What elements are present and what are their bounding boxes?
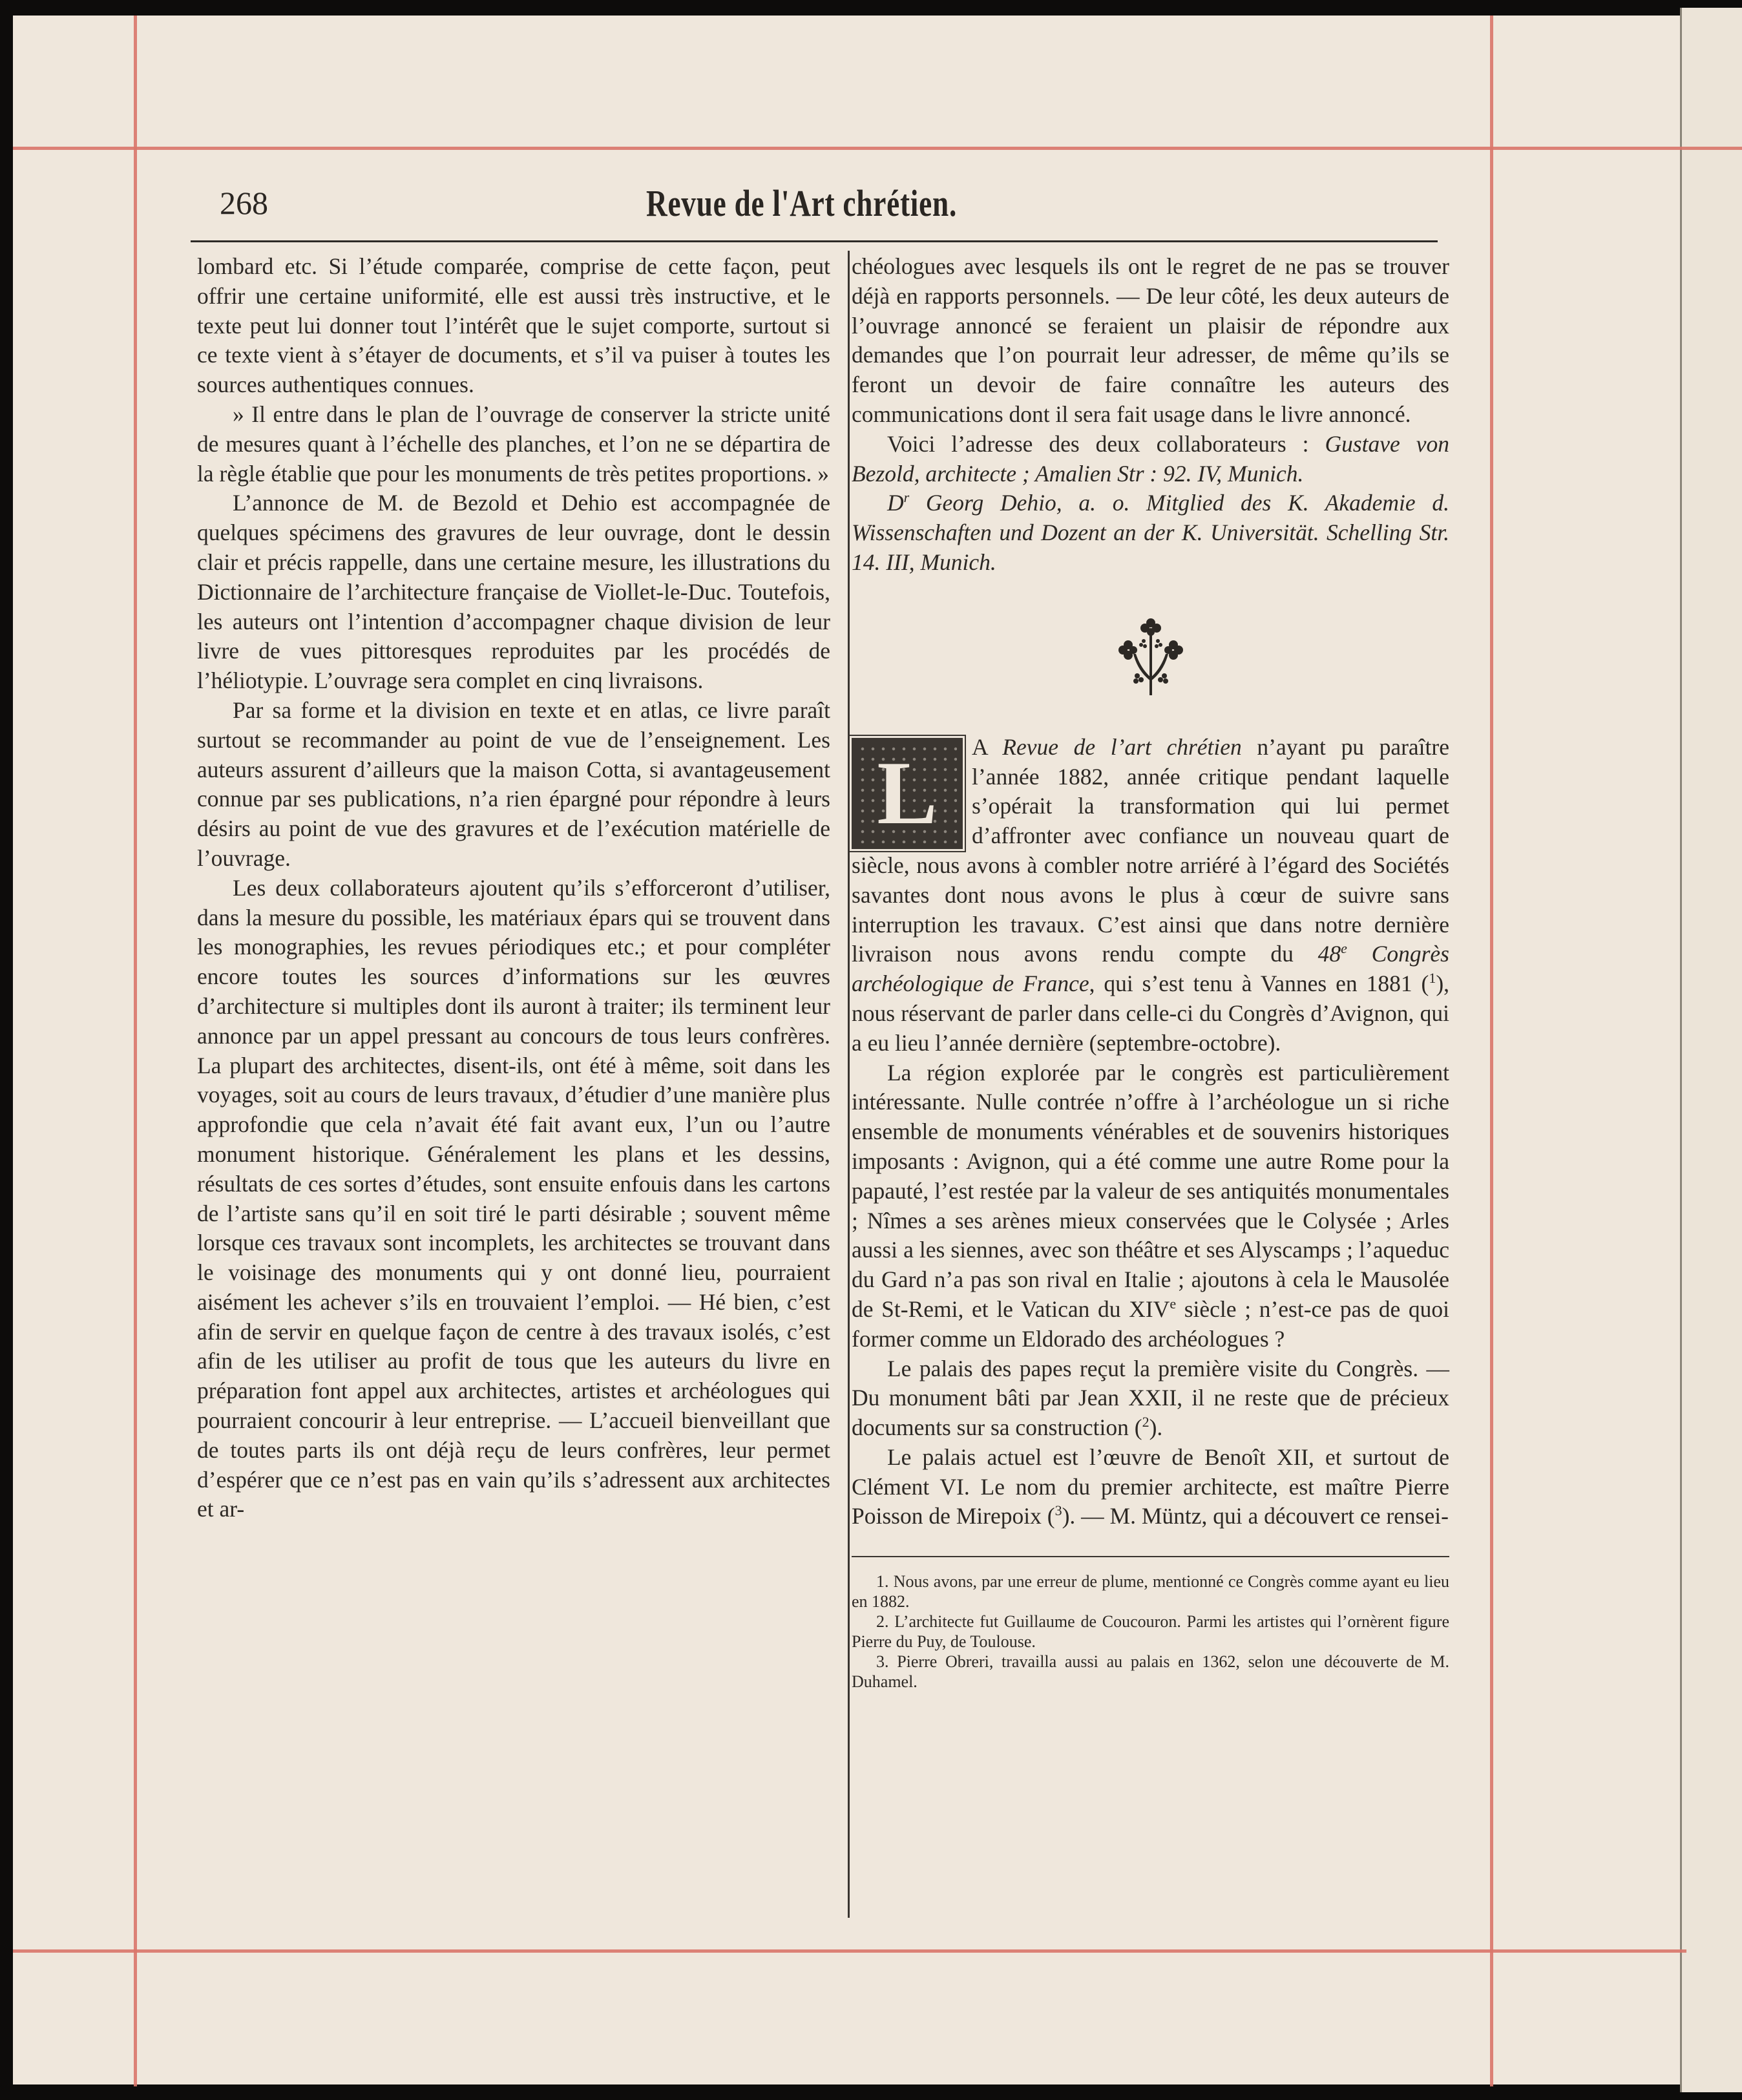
paragraph: Le palais actuel est l’œuvre de Benoît XII, et surtout de Clément VI. Le nom du premier architecte, est maître Pierre Poisson de Mirepoix ($^3$). — M. Müntz, qui a découvert ce rensei- [852, 1444, 1449, 1529]
address-dehio: $D^r$ Georg Dehio, a. o. Mitglied des K. Akademie d. Wissenschaften und Dozent an der K. Universität. Schelling Str. 14. III, Munich. [852, 489, 1449, 575]
paragraph: Le palais des papes reçut la première visite du Congrès. — Du monument bâti par Jean XXII, il ne reste que de précieux documents sur sa construction ($^2$). [852, 1355, 1449, 1441]
page-header [220, 184, 1434, 236]
red-rule-top [13, 147, 1742, 150]
right-column [852, 252, 1449, 1692]
paragraph: L’annonce de M. de Bezold et Dehio est accompagnée de quelques spécimens des gravures de leur ouvrage, dont le dessin clair et précis rappelle, dans une certaine mesure, les illustrations du Dictionnaire de l’architecture française de Viollet-le-Duc. Toutefois, les auteurs ont l’intention d’accompagner chaque division de leur livre de vues pittoresques reproduites par les procédés de l’héliotypie. L’ouvrage sera complet en cinq livraisons. [197, 490, 830, 694]
section-intro-paragraph: L A Revue de l’art chrétien n’ayant pu paraître l’année 1882, année critique pendant laquelle s’opérait la transformation qui lui permet d’affronter avec confiance un nouveau quart de siècle, nous avons à combler notre arriéré à l’égard des Sociétés savantes dont nous avons le plus à cœur de suivre sans interruption les travaux. C’est ainsi que dans notre dernière livraison nous avons rendu compte du 48e Congrès archéologique de France, qui s’est tenu à Vannes en 1881 ($^1$), nous réservant de parler dans celle-ci du Congrès d’Avignon, qui a eu lieu l’année dernière (septembre-octobre). [852, 733, 1450, 1056]
adjacent-page-edge [1680, 8, 1742, 2092]
paragraph: lombard etc. Si l’étude comparée, comprise de cette façon, peut offrir une certaine uniformité, elle est aussi très instructive, et le texte peut lui donner tout l’intérêt que le sujet comporte, surtout si ce texte vient à s’étayer de documents, et s’il va puiser à toutes les sources authentiques connues. [197, 253, 830, 398]
red-rule-bottom [13, 1949, 1686, 1953]
footnote: 3. Pierre Obreri, travailla aussi au palais en 1362, selon une découverte de M. Duhamel. [852, 1652, 1449, 1692]
address-bezold: Gustave von Bezold, architecte ; Amalien Str : 92. IV, Munich. [852, 430, 1449, 487]
journal-title: Revue de l’art chrétien [1002, 733, 1242, 760]
fleur-ornament-icon [1115, 616, 1186, 700]
footnote-ref: 2 [1142, 1414, 1149, 1431]
footnote-rule [852, 1556, 1449, 1557]
paragraph: Les deux collaborateurs ajoutent qu’ils s’efforceront d’utiliser, dans la mesure du possible, les matériaux épars qui se trouvent dans les monographies, les revues périodiques etc.; et pour compléter encore toutes les sources d’informations sur les œuvres d’architecture si multiples dont ils auront à traiter; ils terminent leur annonce par un appel pressant au concours de tous leurs confrères. La plupart des architectes, disent-ils, ont été à même, soit dans les voyages, soit au cours de leurs travaux, d’étudier d’une manière plus approfondie que cela n’avait été fait avant eux, l’un ou l’autre monument historique. Généralement les plans et les dessins, résultats de ces sortes d’études, sont ensuite enfouis dans les cartons de l’artiste sans qu’il en soit tiré le parti désirable ; souvent même lorsque ces travaux sont incomplets, les architectes se trouvant dans le voisinage des monuments qui y ont donné lieu, pourraient aisément les achever s’ils en trouvaient l’emploi. — Hé bien, c’est afin de servir en quelque façon de centre à des travaux isolés, c’est afin de les utiliser au profit de tous que les auteurs du livre en préparation font appel aux architectes, artistes et archéologues qui pourraient concourir à leur entreprise. — L’accueil bienveillant que de toutes parts ils ont déjà reçu de leurs confrères, leur permet d’espérer que ce n’est pas en vain qu’ils s’adressent aux architectes et ar- [197, 874, 830, 1522]
footnotes [852, 1571, 1449, 1692]
paragraph: La région explorée par le congrès est particulièrement intéressante. Nulle contrée n’offre à l’archéologue un si riche ensemble de monuments vénérables et de souvenirs historiques imposants : Avignon, qui a été comme une autre Rome pour la papauté, l’est restée par la valeur de ses antiquités monumentales ; Nîmes a ses arènes mieux conservées que le Colysée ; Arles aussi a les siennes, avec son théâtre et ses Alyscamps ; l’aqueduc du Gard n’a pas son rival en Italie ; ajoutons à cela le Mausolée de St-Remi, et le Vatican du XIVe siècle ; n’est-ce pas de quoi former comme un Eldorado des archéologues ? [852, 1059, 1449, 1352]
column-divider [848, 251, 850, 1918]
header-rule [191, 240, 1438, 242]
paragraph: chéologues avec lesquels ils ont le regret de ne pas se trouver déjà en rapports personnels. — De leur côté, les deux auteurs de l’ouvrage annoncé se feraient un plaisir de répondre aux demandes que l’on pourrait leur adresser, de même qu’ils se feront un devoir de faire connaître les auteurs des communications dont il sera fait usage dans le livre annoncé. [852, 253, 1449, 427]
paragraph: Par sa forme et la division en texte et en atlas, ce livre paraît surtout se recommander au point de vue de l’enseignement. Les auteurs assurent d’ailleurs que la maison Cotta, si avantageusement connue par ses publications, n’a rien épargné pour répondre à leurs désirs au point de vue des gravures et de l’exécution matérielle de l’ouvrage. [197, 697, 830, 871]
paragraph: » Il entre dans le plan de l’ouvrage de conserver la stricte unité de mesures quant à l’échelle des planches, et l’on ne se départira de la règle établie que pour les monuments de très petites proportions. » [197, 401, 830, 487]
footnote-ref: 3 [1055, 1502, 1062, 1519]
red-rule-right [1490, 16, 1493, 2086]
address-paragraph: Voici l’adresse des deux collaborateurs : Gustave von Bezold, architecte ; Amalien Str : 92. IV, Munich. [852, 430, 1449, 487]
footnote: 1. Nous avons, par une erreur de plume, mentionné ce Congrès comme ayant eu lieu en 1882. [852, 1572, 1449, 1612]
page-number: 268 [220, 185, 268, 221]
left-column [197, 252, 830, 1524]
footnote: 2. L’architecte fut Guillaume de Coucouron. Parmi les artistes qui l’ornèrent figure Pierre du Puy, de Toulouse. [852, 1612, 1449, 1652]
decorated-initial-icon: L [852, 738, 963, 849]
running-title: Revue de l'Art chrétien. [646, 182, 958, 224]
red-rule-left [134, 16, 137, 2086]
footnote-ref: 1 [1429, 970, 1436, 987]
